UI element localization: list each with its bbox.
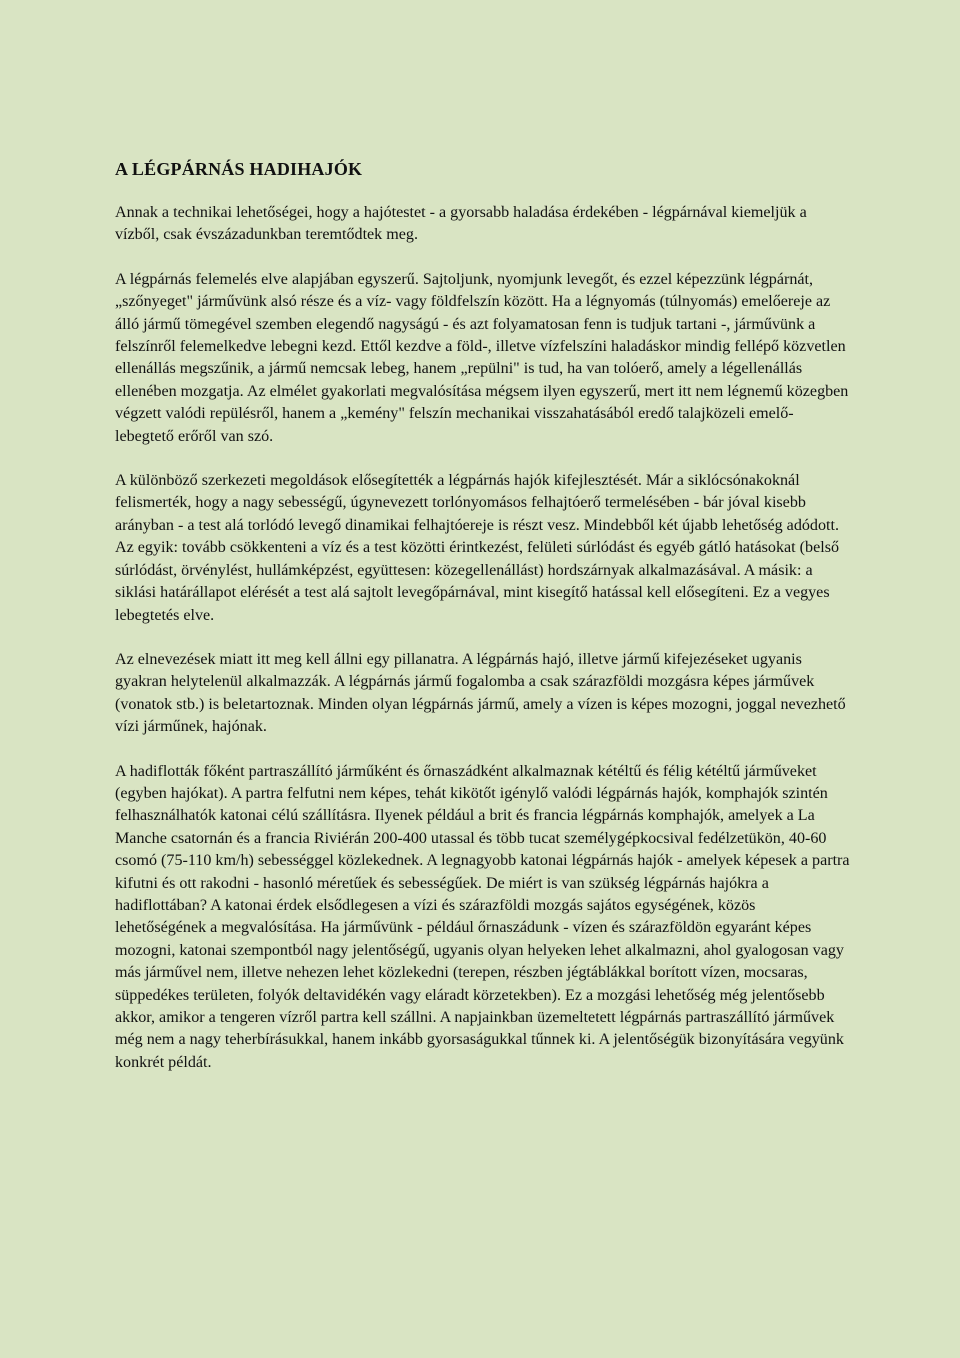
paragraph-naming: Az elnevezések miatt itt meg kell állni egy pillanatra. A légpárnás hajó, illetve jármű kifejezéseket ugyanis gyakran helytelenül alkalmazzák. A légpárnás jármű fogalomba a csak szárazföldi mozgásra képes járművek (vonatok stb.) is beletartoznak. Minden olyan légpárnás jármű, amely a vízen is képes mozogni, joggal nevezhető vízi járműnek, hajónak. (115, 650, 846, 736)
paragraph-structural-solutions: A különböző szerkezeti megoldások elősegítették a légpárnás hajók kifejlesztését. Már a siklócsónakoknál felismerték, hogy a nagy sebességű, úgynevezett torlónyomásos felhajtóerő termelésében - bár jóval kisebb arányban - a test alá torlódó levegő dinamikai felhajtóereje is részt vesz. Mindebből két újabb lehetőség adódott. Az egyik: tovább csökkenteni a víz és a test közötti érintkezést, felületi súrlódást és egyéb gátló hatásokat (belső súrlódást, örvénylést, hullámképzést, együttesen: közegellenállást) hordszárnyak alkalmazásával. A másik: a siklási határállapot elérését a test alá sajtolt levegőpárnával, mint kisegítő hatással kell elősegíteni. Ez a vegyes lebegtetés elve. (115, 472, 839, 624)
document-page (115, 156, 850, 1096)
paragraph-intro: Annak a technikai lehetőségei, hogy a hajótestet - a gyorsabb haladása érdekében - légpárnával kiemeljük a vízből, csak évszázadunkban teremtődtek meg. (115, 204, 807, 244)
paragraph-principle: A légpárnás felemelés elve alapjában egyszerű. Sajtoljunk, nyomjunk levegőt, és ezzel képezzünk légpárnát, „szőnyeget" járművünk alsó része és a víz- vagy földfelszín között. Ha a légnyomás (túlnyomás) emelőereje az álló jármű tömegével szemben elegendő nagyságú - és azt folyamatosan fenn is tudjuk tartani -, járművünk a felszínről felemelkedve lebegni kezd. Ettől kezdve a föld-, illetve vízfelszíni haladáskor mindig fellépő közvetlen ellenállás megszűnik, a jármű nemcsak lebeg, hanem „repülni" is tud, ha van tolóerő, amely a légellenállás ellenében mozgatja. Az elmélet gyakorlati megvalósítása mégsem ilyen egyszerű, mert itt nem légnemű közegben végzett valódi repülésről, hanem a „kemény" felszín mechanikai visszahatásából eredő talajközeli emelő-lebegtető erőről van szó. (115, 270, 849, 445)
document-title: A LÉGPÁRNÁS HADIHAJÓK (115, 159, 363, 179)
paragraph-military-use: A hadiflották főként partraszállító járműként és őrnaszádként alkalmaznak kétéltű és félig kétéltű járműveket (egyben hajókat). A partra felfutni nem képes, tehát kikötőt igénylő valódi légpárnás hajók, komphajók szintén felhasználhatók katonai célú szállításra. Ilyenek például a brit és francia légpárnás komphajók, amelyek a La Manche csatornán és a francia Riviérán 200-400 utassal és több tucat személygépkocsival fedélzetükön, 40-60 csomó (75-110 km/h) sebességgel közlekednek. A legnagyobb katonai légpárnás hajók - amelyek képesek a partra kifutni és ott rakodni - hasonló méretűek és sebességűek. De miért is van szükség légpárnás hajókra a hadiflottában? A katonai érdek elsődlegesen a vízi és szárazföldi mozgás sajátos egységének, közös lehetőségének a megvalósítása. Ha járművünk - például őrnaszádunk - vízen és szárazföldön egyaránt képes mozogni, katonai szempontból nagy jelentőségű, ugyanis olyan helyeken lehet alkalmazni, ahol gyalogosan vagy más járművel nem, illetve nehezen lehet közlekedni (terepen, részben jégtáblákkal borított vízen, mocsaras, süppedékes területen, folyók deltavidékén vagy eláradt körzetekben). Ez a mozgási lehetőség még jelentősebb akkor, amikor a tengeren vízről partra kell szállni. A napjainkban üzemeltetett légpárnás partraszállító járművek még nem a nagy teherbírásukkal, hanem inkább gyorsaságukkal tűnnek ki. A jelentőségük bizonyítására vegyünk konkrét példát. (115, 762, 850, 1071)
